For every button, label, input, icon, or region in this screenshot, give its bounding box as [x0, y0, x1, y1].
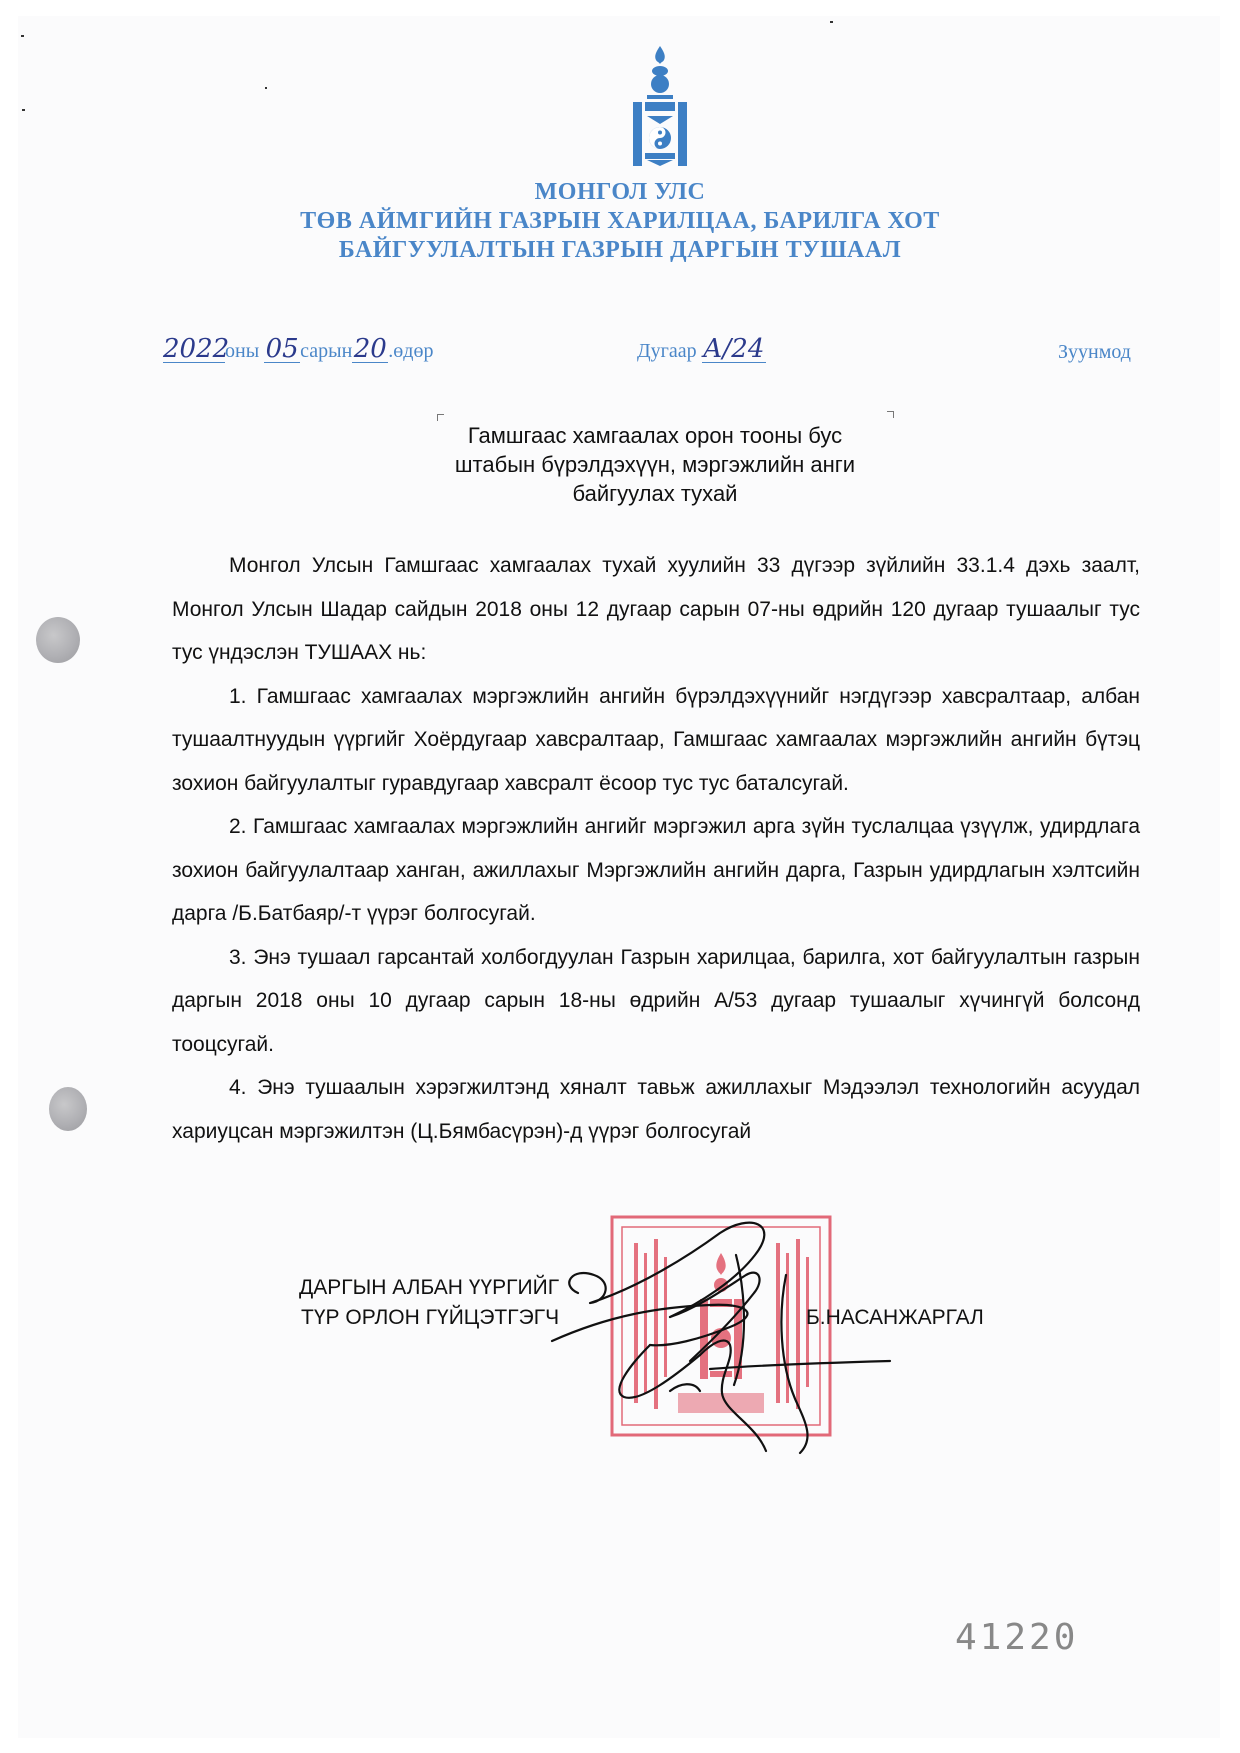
title-line: байгуулах тухай	[572, 481, 738, 506]
order-item-3: 3. Энэ тушаал гарсантай холбогдуулан Газрын харилцаа, барилга, хот байгуулалтын газрын даргын 2018 оны 10 дугаар сарын 18-ны өдрийн А/53 дугаар тушаалыг хүчингүй болсонд тооцсугай.	[172, 945, 1140, 1056]
title-line: штабын бүрэлдэхүүн, мэргэжлийн анги	[454, 452, 856, 477]
punch-hole	[49, 1087, 87, 1131]
title-line: Гамшгаас хамгаалах орон тооны бус	[467, 423, 843, 448]
header-agency-line2: БАЙГУУЛАЛТЫН ГАЗРЫН ДАРГЫН ТУШААЛ	[338, 237, 902, 263]
order-place: Зуунмод	[1058, 341, 1131, 363]
scan-speck	[830, 21, 833, 23]
scan-speck	[21, 35, 24, 37]
order-year: 2022	[163, 334, 230, 364]
year-label: оны	[225, 340, 260, 362]
order-title	[420, 421, 890, 508]
header-agency-line1: ТӨВ АЙМГИЙН ГАЗРЫН ХАРИЛЦАА, БАРИЛГА ХОТ	[300, 208, 940, 234]
order-body	[172, 544, 1140, 1153]
order-number-value: А/24	[702, 334, 765, 364]
day-label: өдөр	[393, 340, 434, 362]
registry-number: 41220	[955, 1617, 1079, 1658]
header-country: МОНГОЛ УЛС	[534, 179, 706, 205]
soyombo-emblem-icon	[629, 44, 691, 174]
signatory-title-line2: ТҮР ОРЛОН ГҮЙЦЭТГЭГЧ	[301, 1306, 560, 1329]
order-item-1: 1. Гамшгаас хамгаалах мэргэжлийн ангийн бүрэлдэхүүнийг нэгдүгээр хавсралтаар, албан тушаалтнуудын үүргийг Хоёрдугаар хавсралтаар, Гамшгаас хамгаалах мэргэжлийн ангийн бүтэц зохион байгуулалтыг гуравдугаар хавсралт ёсоор тус тус баталсугай.	[172, 684, 1140, 795]
number-label: Дугаар	[637, 340, 697, 362]
order-item-2: 2. Гамшгаас хамгаалах мэргэжлийн ангийг мэргэжил арга зүйн туслалцаа үзүүлж, удирдлага зохион байгуулалтаар ханган, ажиллахыг Мэргэжлийн ангийн дарга, Газрын удирдлагын хэлтсийн дарга /Б.Батбаяр/-т үүрэг болгосугай.	[172, 815, 1140, 925]
title-corner-mark	[437, 414, 444, 421]
punch-hole	[36, 617, 80, 663]
signatory-title	[299, 1273, 559, 1333]
signatory-title-line1: ДАРГЫН АЛБАН ҮҮРГИЙГ	[299, 1276, 560, 1299]
order-day: 20	[353, 334, 387, 364]
title-corner-mark	[887, 411, 894, 418]
scan-speck	[22, 109, 25, 111]
order-date: 2022оны 05сарын20.өдөр	[163, 334, 434, 364]
order-item-4: 4. Энэ тушаалын хэрэгжилтэнд хяналт тавьж ажиллахыг Мэдээлэл технологийн асуудал хариуцсан мэргэжилтэн (Ц.Бямбасүрэн)-д үүрэг болгосугай	[172, 1076, 1140, 1143]
order-month: 05	[265, 334, 299, 364]
scan-speck	[265, 87, 267, 89]
signatory-name: Б.НАСАНЖАРГАЛ	[806, 1306, 984, 1329]
handwritten-signature	[550, 1215, 900, 1455]
preamble-paragraph: Монгол Улсын Гамшгаас хамгаалах тухай хуулийн 33 дүгээр зүйлийн 33.1.4 дэхь заалт, Монгол Улсын Шадар сайдын 2018 оны 12 дугаар сарын 07-ны өдрийн 120 дугаар тушаалыг тус тус үндэслэн ТУШААХ нь:	[172, 554, 1140, 664]
order-number	[637, 336, 766, 363]
month-label: сарын	[300, 340, 353, 362]
